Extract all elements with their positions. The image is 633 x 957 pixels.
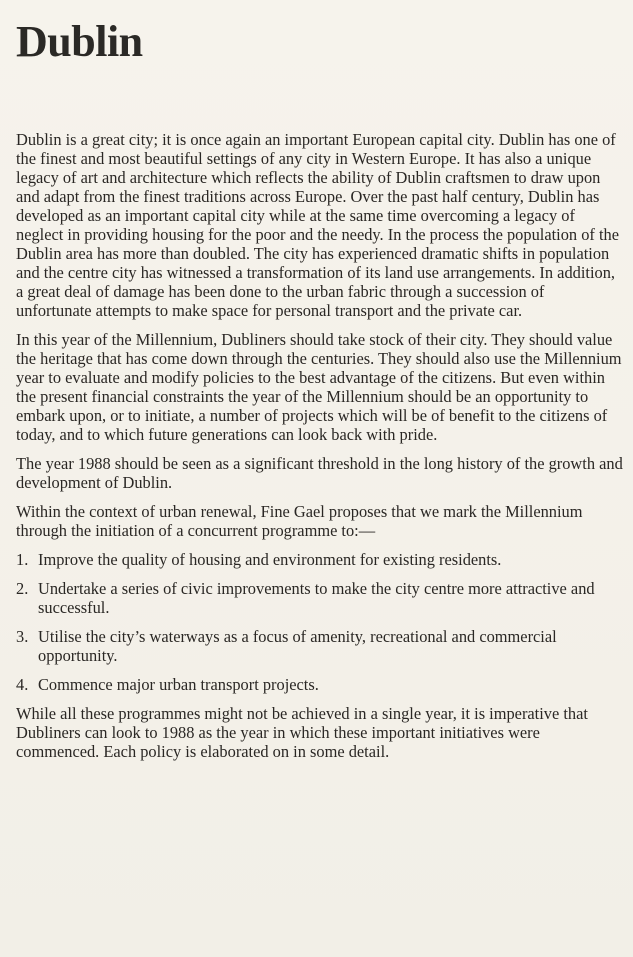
list-item-number: 4. <box>16 675 29 694</box>
paragraph-threshold: The year 1988 should be seen as a significant threshold in the long history of the growth and development of Dublin. <box>16 454 623 492</box>
programme-list <box>16 550 624 694</box>
paragraph-millennium: In this year of the Millennium, Dubliners should take stock of their city. They should value the heritage that has come down through the centuries. They should also use the Millennium year to evaluate and modify policies to the best advantage of the citizens. But even within the present financial constraints the year of the Millennium should be an opportunity to embark upon, or to initiate, a number of projects which will be of benefit to the citizens of today, and to which future generations can look back with pride. <box>16 330 622 444</box>
list-item <box>16 550 624 569</box>
list-item-text: Utilise the city’s waterways as a focus of amenity, recreational and commercial opportunity. <box>38 627 557 665</box>
list-item <box>16 675 624 694</box>
paragraph-conclusion: While all these programmes might not be achieved in a single year, it is imperative that Dubliners can look to 1988 as the year in which these important initiatives were commenced. Each policy is elaborated on in some detail. <box>16 704 588 761</box>
list-item <box>16 627 624 665</box>
list-item-number: 1. <box>16 550 29 569</box>
list-item-text: Improve the quality of housing and environment for existing residents. <box>38 550 502 569</box>
article-body <box>16 130 624 761</box>
list-item-text: Commence major urban transport projects. <box>38 675 319 694</box>
paragraph-intro: Dublin is a great city; it is once again an important European capital city. Dublin has one of the finest and most beautiful settings of any city in Western Europe. It has also a unique legacy of art and architecture which reflects the ability of Dublin craftsmen to draw upon and adapt from the finest traditions across Europe. Over the past half century, Dublin has developed as an important capital city while at the same time overcoming a legacy of neglect in providing housing for the poor and the needy. In the process the population of the Dublin area has more than doubled. The city has experienced dramatic shifts in population and the centre city has witnessed a transformation of its land use arrangements. In addition, a great deal of damage has been done to the urban fabric through a succession of unfortunate attempts to make space for personal transport and the private car. <box>16 130 619 320</box>
list-item <box>16 579 624 617</box>
list-item-text: Undertake a series of civic improvements to make the city centre more attractive and successful. <box>38 579 595 617</box>
list-item-number: 2. <box>16 579 29 598</box>
list-item-number: 3. <box>16 627 29 646</box>
page-title: Dublin <box>16 17 143 66</box>
paragraph-programme-intro: Within the context of urban renewal, Fine Gael proposes that we mark the Millennium through the initiation of a concurrent programme to:— <box>16 502 583 540</box>
